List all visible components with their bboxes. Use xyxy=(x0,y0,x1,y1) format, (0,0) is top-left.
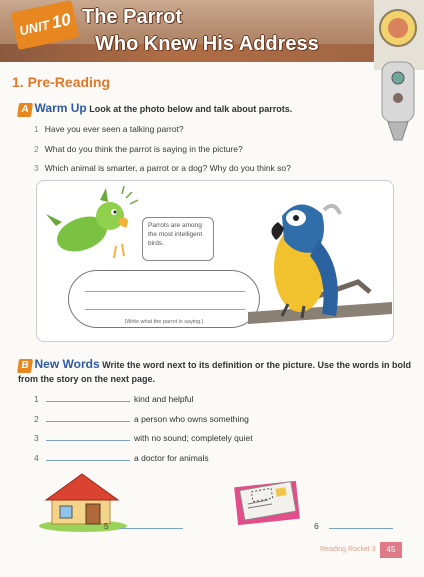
robot-illustration xyxy=(368,0,424,150)
picture-item-5 xyxy=(104,520,187,531)
definition-text: a doctor for animals xyxy=(134,453,209,463)
new-words-heading: New Words xyxy=(34,357,100,371)
writing-line xyxy=(85,309,245,310)
warm-up-instruction: Look at the photo below and talk about parrots. xyxy=(89,104,293,114)
badge-a: A xyxy=(17,103,33,117)
answer-blank-3[interactable] xyxy=(46,432,130,441)
warm-up-header xyxy=(18,101,292,117)
item-number: 4 xyxy=(34,453,39,463)
page-title-line1: The Parrot xyxy=(82,6,183,28)
question-text: What do you think the parrot is saying in the picture? xyxy=(44,144,243,154)
vocab-row-4 xyxy=(34,452,209,463)
parrot-speech-bubble xyxy=(68,270,260,328)
question-number: 2 xyxy=(34,144,39,154)
answer-blank-5[interactable] xyxy=(119,520,183,529)
definition-text: a person who owns something xyxy=(134,414,249,424)
book-title-footer: Reading Rocket 3 xyxy=(320,546,376,553)
vocab-row-2 xyxy=(34,413,249,424)
question-number: 3 xyxy=(34,163,39,173)
question-2 xyxy=(34,144,243,154)
writing-line xyxy=(85,291,245,292)
envelope-illustration xyxy=(232,478,302,526)
question-1 xyxy=(34,124,184,134)
bubble-caption: (Write what the parrot is saying.) xyxy=(124,319,204,325)
item-number: 2 xyxy=(34,414,39,424)
definition-text: kind and helpful xyxy=(134,394,194,404)
badge-b: B xyxy=(17,359,33,373)
item-number: 5 xyxy=(104,521,109,531)
answer-blank-6[interactable] xyxy=(329,520,393,529)
macaw-photo xyxy=(248,196,392,340)
page-title-line2: Who Knew His Address xyxy=(95,33,319,55)
question-text: Have you ever seen a talking parrot? xyxy=(44,124,184,134)
picture-item-6 xyxy=(314,520,397,531)
unit-number: 10 xyxy=(49,9,73,33)
item-number: 3 xyxy=(34,433,39,443)
answer-blank-1[interactable] xyxy=(46,393,130,402)
question-text: Which animal is smarter, a parrot or a dog? Why do you think so? xyxy=(44,163,291,173)
vocab-row-3 xyxy=(34,432,253,443)
pre-reading-title: 1. Pre-Reading xyxy=(12,74,111,90)
unit-word: UNIT xyxy=(17,16,51,38)
item-number: 6 xyxy=(314,521,319,531)
answer-blank-2[interactable] xyxy=(46,413,130,422)
answer-blank-4[interactable] xyxy=(46,452,130,461)
vocab-row-1 xyxy=(34,393,194,404)
item-number: 1 xyxy=(34,394,39,404)
question-number: 1 xyxy=(34,124,39,134)
fact-speech-bubble: Parrots are among the most intelligent birds. xyxy=(142,217,214,261)
new-words-instruction: Write the word next to its definition or the picture. Use the words in bold from the story on the next page. xyxy=(18,360,412,384)
page-number: 45 xyxy=(380,542,402,558)
warm-up-heading: Warm Up xyxy=(34,101,87,115)
question-3 xyxy=(34,163,291,173)
new-words-header xyxy=(18,358,413,386)
definition-text: with no sound; completely quiet xyxy=(134,433,253,443)
cartoon-parrot-illustration xyxy=(46,186,142,268)
